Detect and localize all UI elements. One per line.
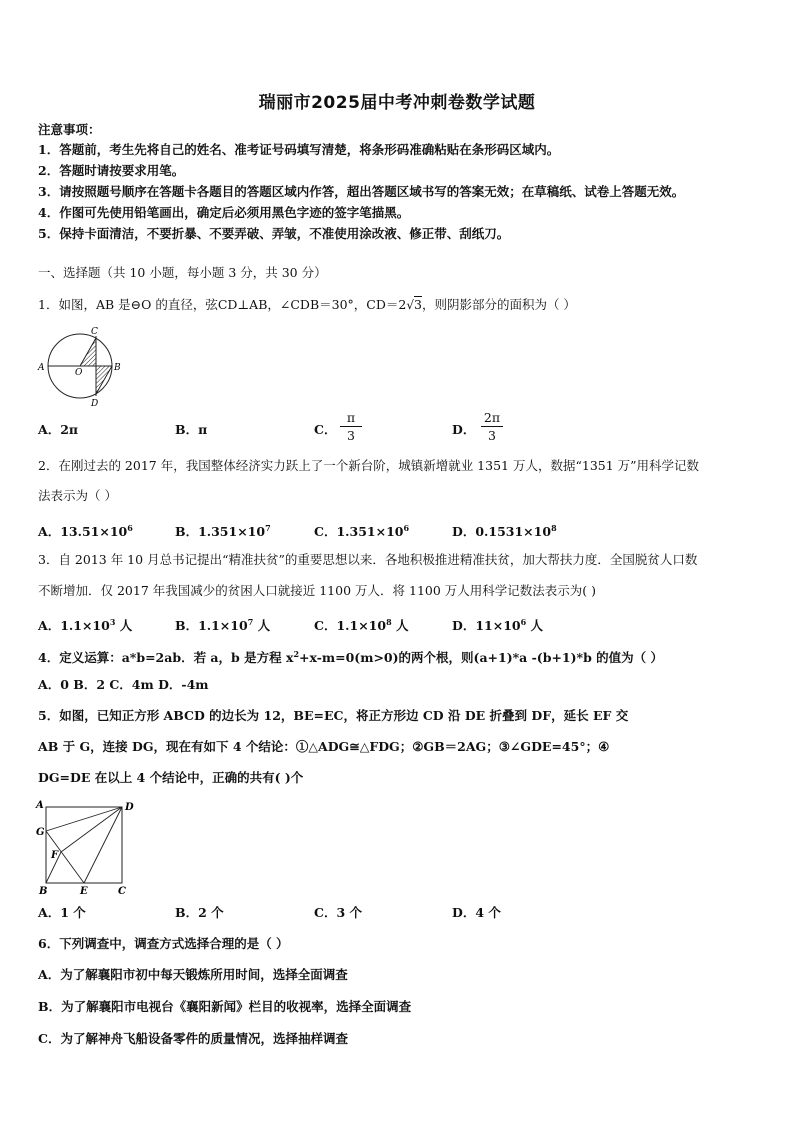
fig-label-a: A <box>38 363 45 373</box>
question-2-line-1: 2．在刚过去的 2017 年，我国整体经济实力跃上了一个新台阶，城镇新增就业 1351 万人，数据“1351 万”用科学记数 <box>38 458 700 473</box>
exponent: 8 <box>386 617 392 627</box>
fig-label-f: F <box>51 850 59 861</box>
exponent: 7 <box>265 523 271 533</box>
notice-item-5: 5．保持卡面清洁，不要折暴、不要弄破、弄皱，不准使用涂改液、修正带、刮纸刀。 <box>38 226 510 241</box>
q2-option-c <box>314 520 409 540</box>
q1-circle-figure <box>30 322 130 412</box>
fraction-denominator: 3 <box>488 428 496 443</box>
stem-text: +x-m=0(m>0)的两个根，则(a+1)*a -(b+1)*b 的值为（ ） <box>299 650 664 665</box>
q2-option-b <box>175 520 271 540</box>
option-text: B．1.351×10 <box>175 524 266 539</box>
exponent: 6 <box>403 523 410 533</box>
fig-label-b: B <box>39 886 48 896</box>
q2-option-a <box>38 520 133 540</box>
question-5-line-1: 5．如图，已知正方形 ABCD 的边长为 12，BE=EC，将正方形边 CD 沿 DE 折叠到 DF，延长 EF 交 <box>38 708 629 723</box>
notice-item-1: 1．答题前，考生先将自己的姓名、准考证号码填写清楚，将条形码准确粘贴在条形码区域内。 <box>38 142 560 157</box>
exponent: 6 <box>520 617 527 627</box>
q6-option-a: A．为了解襄阳市初中每天锻炼所用时间，选择全面调查 <box>38 967 348 982</box>
question-1-stem <box>38 297 576 313</box>
question-6-stem: 6．下列调查中，调查方式选择合理的是（ ） <box>38 936 289 951</box>
section-heading: 一、选择题（共 10 小题，每小题 3 分，共 30 分） <box>38 265 327 280</box>
q3-option-d <box>452 614 543 634</box>
notice-item-3: 3．请按照题号顺序在答题卡各题目的答题区域内作答，超出答题区域书写的答案无效；在草稿纸、试卷上答题无效。 <box>38 184 685 199</box>
fraction-numerator: 2π <box>481 410 503 427</box>
fig-label-d: D <box>91 399 99 409</box>
fig-label-g: G <box>36 827 45 838</box>
q1-stem-text: 1．如图，AB 是⊖O 的直径，弦CD⊥AB，∠CDB＝30°，CD＝2 <box>38 297 407 312</box>
q3-option-a <box>38 614 132 634</box>
q1-option-c-fraction <box>340 410 362 443</box>
question-5-line-2: AB 于 G，连接 DG，现在有如下 4 个结论：①△ADG≅△FDG；②GB＝2AG；③∠GDE=45°；④ <box>38 739 610 754</box>
q5-option-d: D．4 个 <box>452 905 501 920</box>
question-4-options: A．0 B．2 C．4m D．-4m <box>38 677 209 692</box>
option-text: C．1.351×10 <box>314 524 404 539</box>
exponent: 6 <box>127 523 133 533</box>
option-unit: 人 <box>526 618 544 633</box>
fig-label-b: B <box>114 363 121 373</box>
option-text: C．1.1×10 <box>314 618 387 633</box>
question-4-stem <box>38 646 663 666</box>
option-text: A．13.51×10 <box>38 524 128 539</box>
q3-option-b <box>175 614 270 634</box>
exponent: 8 <box>551 523 557 533</box>
exponent: 2 <box>293 649 300 659</box>
option-unit: 人 <box>253 618 271 633</box>
option-text: A．1.1×10 <box>38 618 110 633</box>
sqrt-symbol: √ <box>406 298 414 312</box>
fig-label-d: D <box>125 802 134 813</box>
page-title: 瑞丽市2025届中考冲刺卷数学试题 <box>258 93 536 113</box>
q1-option-b: B．π <box>175 422 208 437</box>
exponent: 7 <box>247 617 254 627</box>
q6-option-b: B．为了解襄阳市电视台《襄阳新闻》栏目的收视率，选择全面调查 <box>38 999 412 1014</box>
exponent: 3 <box>109 617 116 627</box>
fraction-numerator: π <box>340 410 362 427</box>
stem-text: 4．定义运算：a*b=2ab．若 a，b 是方程 x <box>38 650 294 665</box>
fig-label-c: C <box>91 327 98 337</box>
notice-item-2: 2．答题时请按要求用笔。 <box>38 163 185 178</box>
q5-square-figure <box>34 798 144 896</box>
fraction-denominator: 3 <box>347 428 355 443</box>
q1-option-d-fraction <box>481 410 503 443</box>
notice-heading: 注意事项： <box>38 122 101 137</box>
option-unit: 人 <box>391 618 409 633</box>
option-text: D．11×10 <box>452 618 521 633</box>
q3-option-c <box>314 614 409 634</box>
option-unit: 人 <box>115 618 133 633</box>
question-3-line-2: 不断增加．仅 2017 年我国减少的贫困人口就接近 1100 万人．将 1100 万人用科学记数法表示为( ) <box>38 583 597 598</box>
question-3-line-1: 3．自 2013 年 10 月总书记提出“精准扶贫”的重要思想以来．各地积极推进精准扶贫，加大帮扶力度．全国脱贫人口数 <box>38 552 698 567</box>
q1-option-a: A．2π <box>38 422 79 437</box>
fig-label-c: C <box>118 886 126 896</box>
question-2-line-2: 法表示为（ ） <box>38 488 117 503</box>
notice-item-4: 4．作图可先使用铅笔画出，确定后必须用黑色字迹的签字笔描黑。 <box>38 205 410 220</box>
q1-sqrt-value: 3 <box>414 297 422 312</box>
q1-option-d-label: D． <box>452 422 476 437</box>
fig-label-a: A <box>36 800 44 811</box>
q5-option-b: B．2 个 <box>175 905 224 920</box>
q2-option-d <box>452 520 557 540</box>
question-5-line-3: DG=DE 在以上 4 个结论中，正确的共有( )个 <box>38 770 304 785</box>
fig-label-o: O <box>75 368 83 378</box>
option-text: B．1.1×10 <box>175 618 248 633</box>
q5-option-c: C．3 个 <box>314 905 362 920</box>
fig-label-e: E <box>80 886 88 896</box>
q6-option-c: C．为了解神舟飞船设备零件的质量情况，选择抽样调查 <box>38 1031 348 1046</box>
q1-option-c-label: C． <box>314 422 337 437</box>
option-text: D．0.1531×10 <box>452 524 552 539</box>
q5-option-a: A．1 个 <box>38 905 86 920</box>
q1-stem-end: ，则阴影部分的面积为（ ） <box>421 297 576 312</box>
